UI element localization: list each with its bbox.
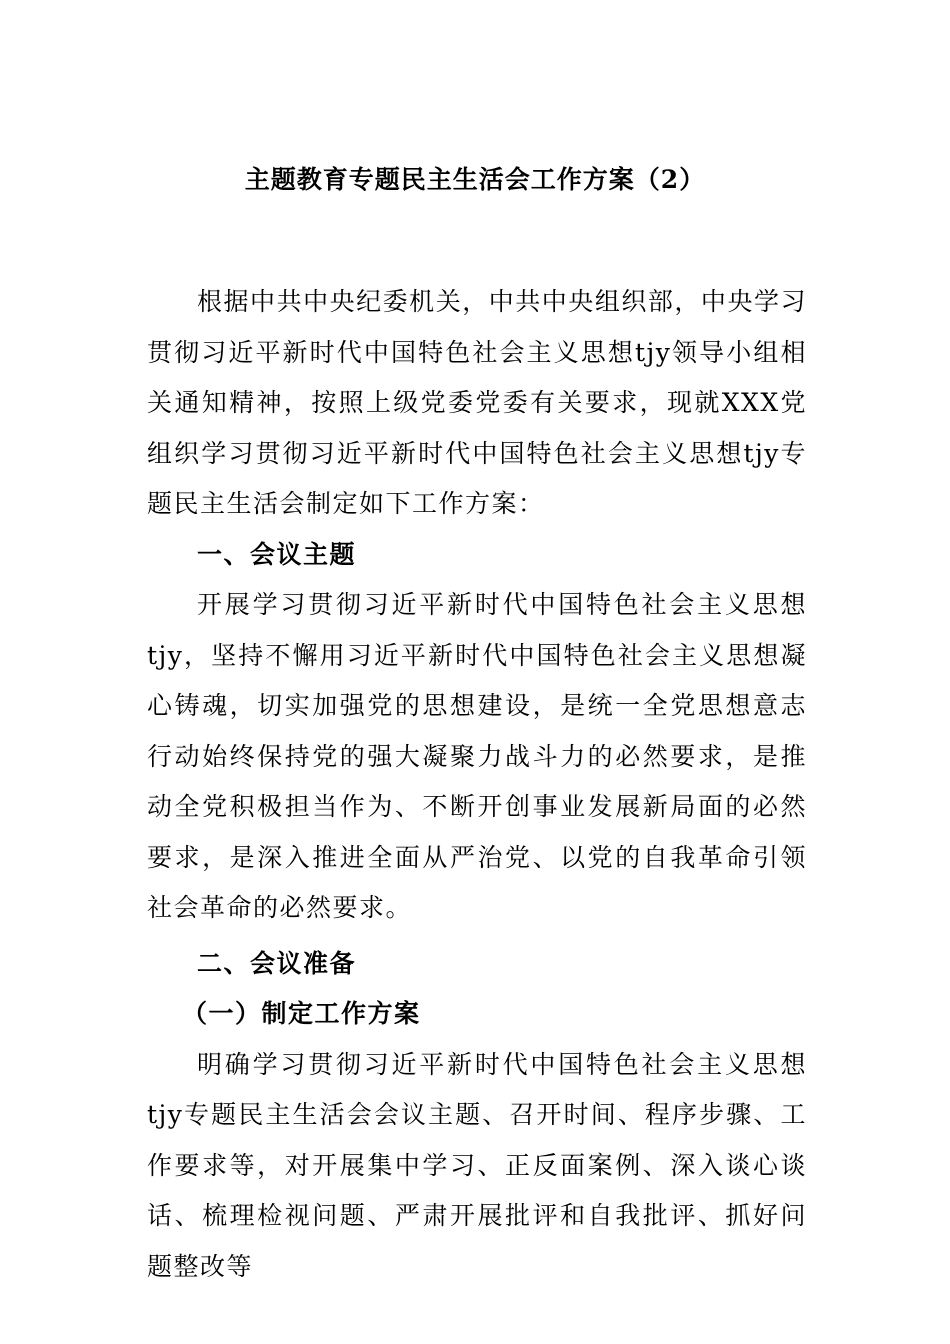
section-1-heading: 一、会议主题 [197,539,357,569]
document-title: 主题教育专题民主生活会工作方案（2） [244,165,706,194]
subsection-1-heading: （一）制定工作方案 [182,999,421,1028]
subsection-1-paragraph: 明确学习贯彻习近平新时代中国特色社会主义思想tjy专题民主生活会会议主题、召开时间、程序步骤、工作要求等，对开展集中学习、正反面案例、深入谈心谈话、梳理检视问题、严肃开展批评和自我批评、抓好问题整改等 [147,1049,807,1281]
document-body [147,277,807,1292]
section-1-paragraph: 开展学习贯彻习近平新时代中国特色社会主义思想tjy，坚持不懈用习近平新时代中国特色社会主义思想凝心铸魂，切实加强党的思想建设，是统一全党思想意志行动始终保持党的强大凝聚力战斗力的必然要求，是推动全党积极担当作为、不断开创事业发展新局面的必然要求，是深入推进全面从严治党、以党的自我革命引领社会革命的必然要求。 [147,590,807,922]
intro-paragraph: 根据中共中央纪委机关，中共中央组织部，中央学习贯彻习近平新时代中国特色社会主义思想tjy领导小组相关通知精神，按照上级党委党委有关要求，现就XXX党组织学习贯彻习近平新时代中国特色社会主义思想tjy专题民主生活会制定如下工作方案： [147,287,807,518]
section-2-heading: 二、会议准备 [197,948,357,978]
